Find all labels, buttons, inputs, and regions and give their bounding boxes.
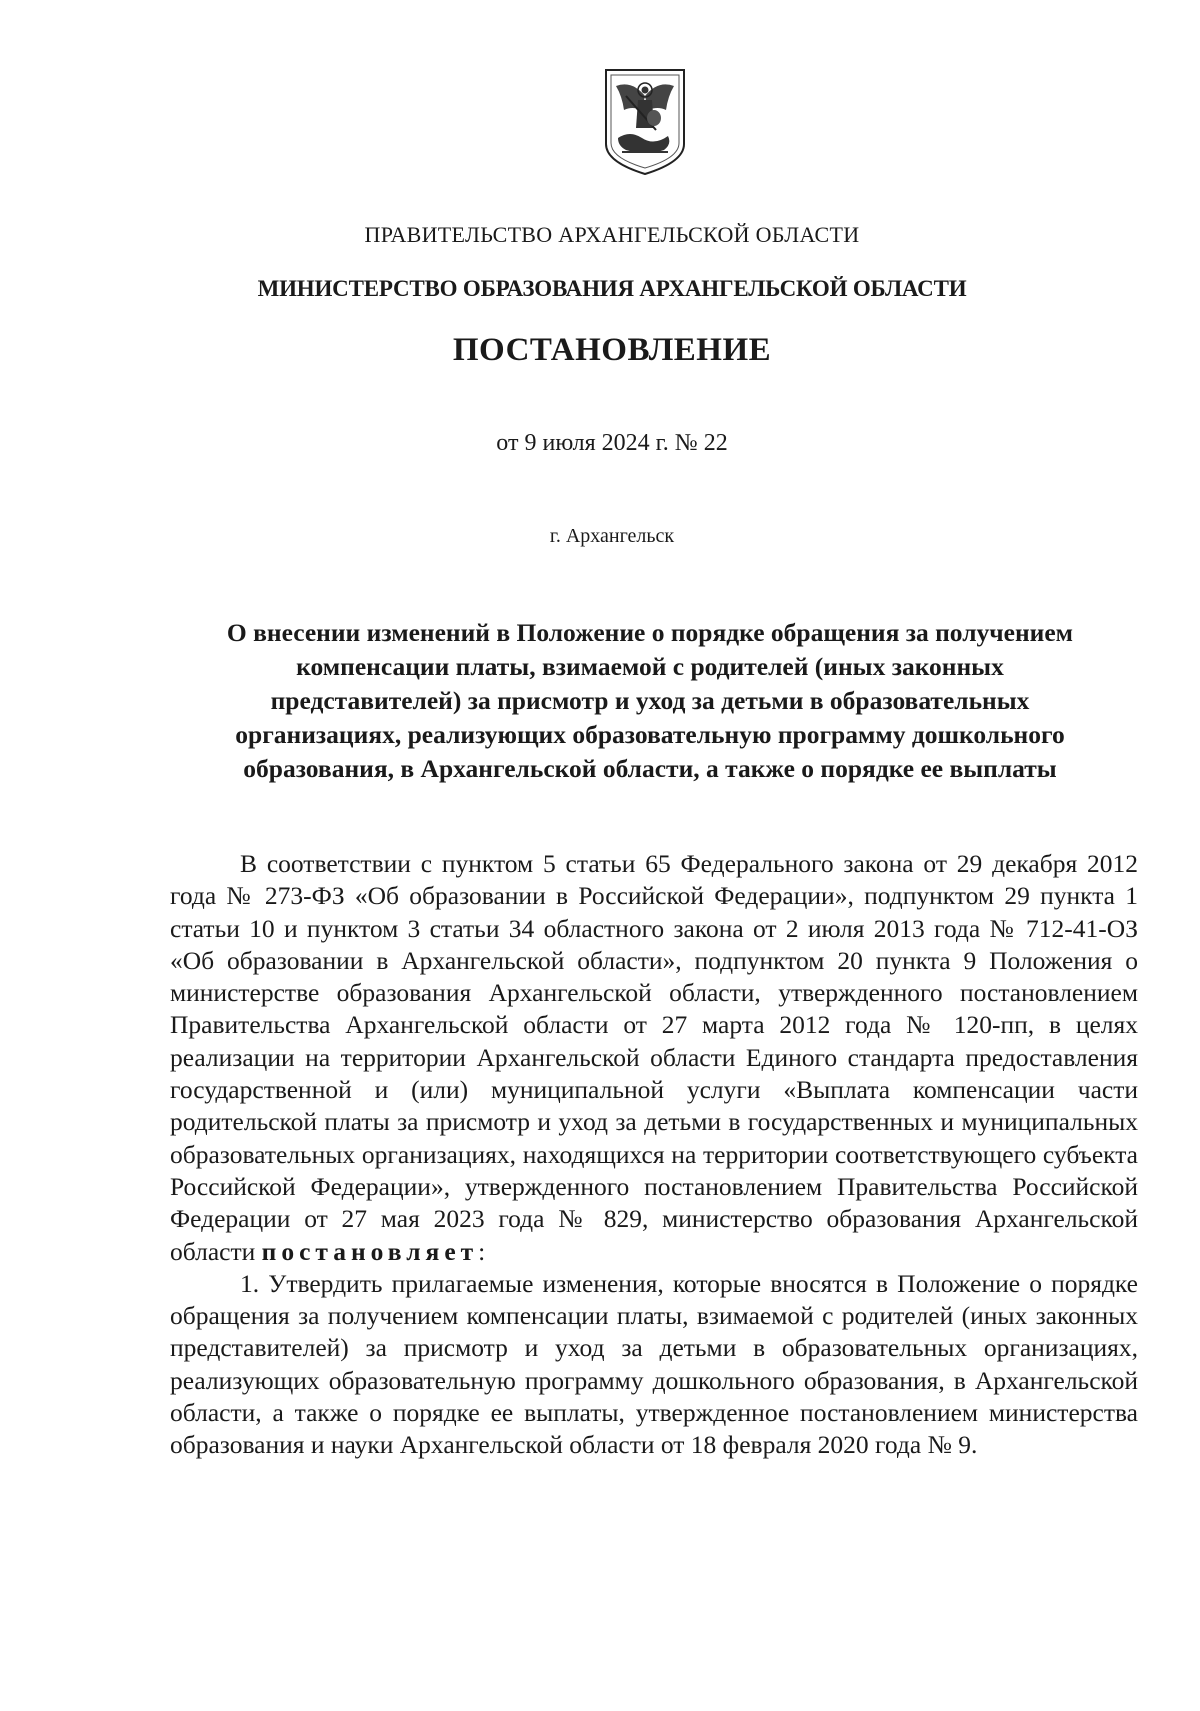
document-body [170,848,1138,1462]
document-type: ПОСТАНОВЛЕНИЕ [452,332,772,368]
title-line: представителей) за присмотр и уход за детьми в образовательных [270,686,1030,715]
title-line: компенсации платы, взимаемой с родителей (иных законных [296,652,1004,681]
document-title [160,616,1140,786]
coat-of-arms-archangel-icon [602,66,688,178]
preamble-paragraph [170,848,1138,1268]
title-line: образования, в Архангельской области, а также о порядке ее выплаты [243,754,1057,783]
document-city: г. Архангельск [549,525,675,547]
title-line: организациях, реализующих образовательную программу дошкольного [235,720,1065,749]
ministry-name: МИНИСТЕРСТВО ОБРАЗОВАНИЯ АРХАНГЕЛЬСКОЙ ОБЛАСТИ [257,276,967,301]
item-1-paragraph: 1. Утвердить прилагаемые изменения, которые вносятся в Положение о порядке обращения за получением компенсации платы, взимаемой с родителей (иных законных представителей) за присмотр и уход за детьми в образовательных организациях, реализующих образовательную программу дошкольного образования, в Архангельской области, а также о порядке ее выплаты, утвержденное постановлением министерства образования и науки Архангельской области от 18 февраля 2020 года № 9. [170,1268,1138,1460]
preamble-end: : [478,1236,486,1266]
title-line: О внесении изменений в Положение о порядке обращения за получением [226,618,1074,647]
government-name: ПРАВИТЕЛЬСТВО АРХАНГЕЛЬСКОЙ ОБЛАСТИ [364,222,860,247]
decree-word: постановляет [261,1236,479,1266]
preamble-text: В соответствии с пунктом 5 статьи 65 Федерального закона от 29 декабря 2012 года № 273-ФЗ «Об образовании в Российской Федерации», подпунктом 29 пункта 1 статьи 10 и пунктом 3 статьи 34 областного закона от 2 июля 2013 года № 712-41-ОЗ «Об образовании в Архангельской области», подпунктом 20 пункта 9 Положения о министерстве образования Архангельской области, утвержденного постановлением Правительства Архангельской области от 27 марта 2012 года № 120-пп, в целях реализации на территории Архангельской области Единого стандарта предоставления государственной и (или) муниципальной услуги «Выплата компенсации части родительской платы за присмотр и уход за детьми в государственных и муниципальных образовательных организациях, находящихся на территории соответствующего субъекта Российской Федерации», утвержденного постановлением Правительства Российской Федерации от 27 мая 2023 года № 829, министерство образования Архангельской области [170,849,1138,1266]
document-date-number: от 9 июля 2024 г. № 22 [496,430,728,456]
